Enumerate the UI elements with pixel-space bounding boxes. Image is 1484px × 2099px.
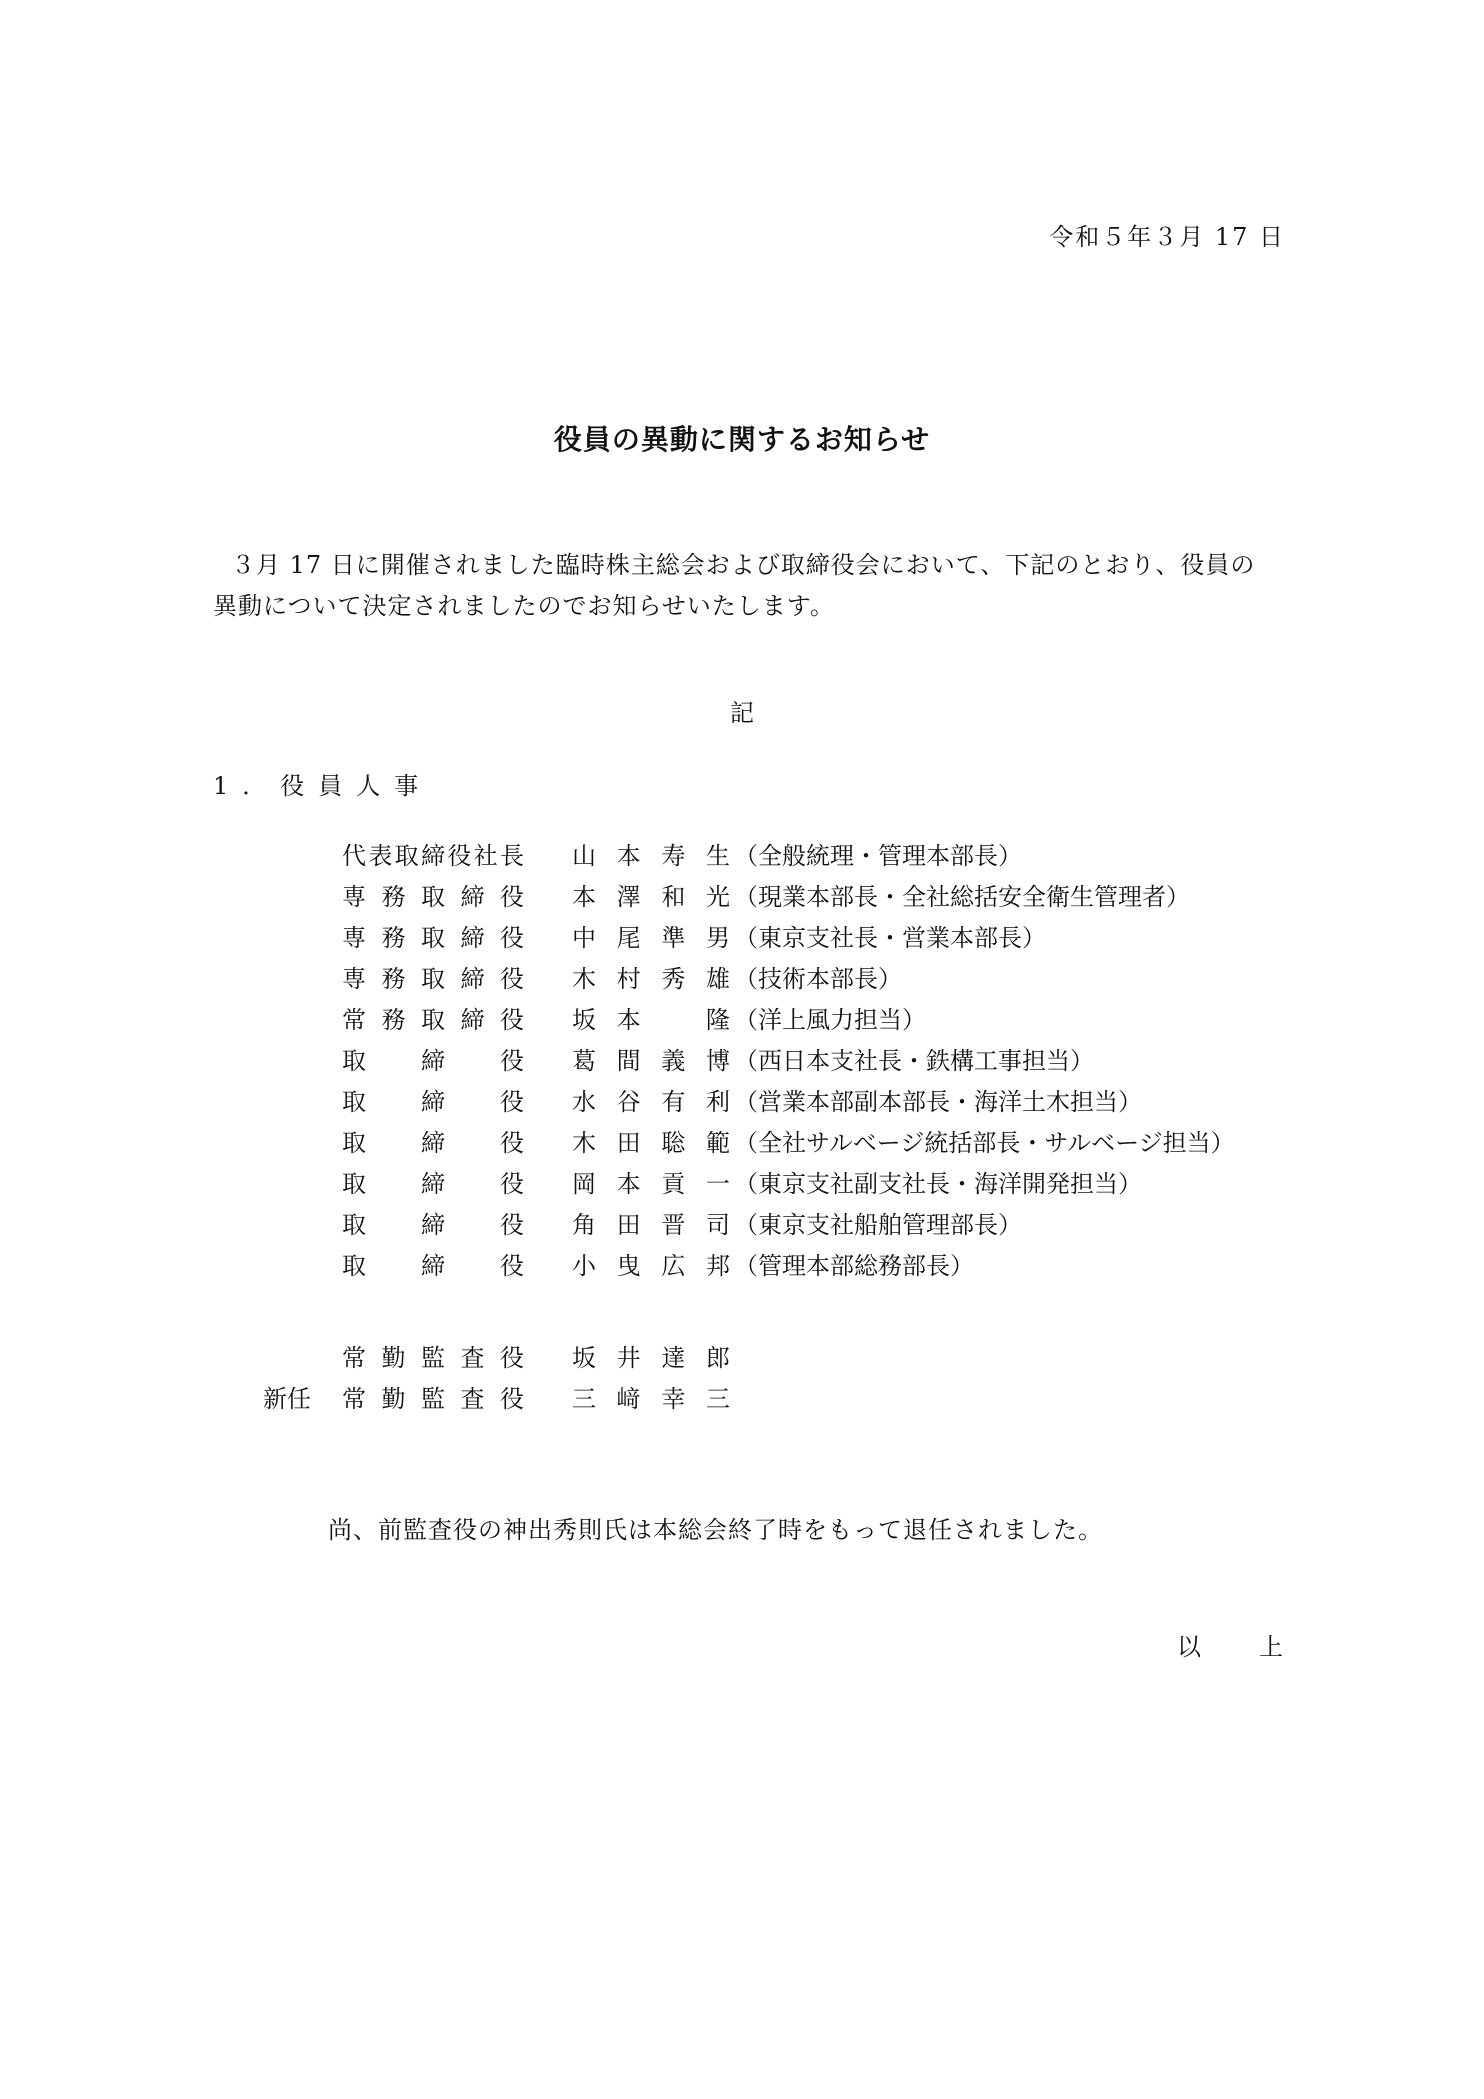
responsibility: （現業本部長・全社総括安全衛生管理者）: [734, 883, 1190, 911]
position-title: 常務取締役: [342, 1006, 524, 1034]
intro-paragraph-line-2: 異動について決定されましたのでお知らせいたします。: [213, 592, 835, 620]
position-title: 取締役: [342, 1170, 524, 1198]
director-row: [0, 877, 1484, 917]
position-title: 代表取締役社長: [342, 842, 524, 870]
director-row: [0, 1041, 1484, 1081]
person-name: 木村秀雄: [572, 965, 730, 993]
person-name: 坂本 隆: [572, 1006, 730, 1034]
position-title: 取締役: [342, 1252, 524, 1280]
responsibility: （全社サルベージ統括部長・サルベージ担当）: [734, 1129, 1235, 1157]
responsibility: （全般統理・管理本部長）: [734, 842, 1022, 870]
director-row: [0, 1205, 1484, 1245]
position-title: 専務取締役: [342, 924, 524, 952]
new-appointment-label: 新任: [263, 1385, 311, 1413]
person-name: 木田聡範: [572, 1129, 730, 1157]
position-title: 取締役: [342, 1129, 524, 1157]
director-row: [0, 1082, 1484, 1122]
document-date: 令和５年３月 17 日: [1049, 223, 1285, 251]
document-title: 役員の異動に関するお知らせ: [553, 423, 931, 456]
responsibility: （東京支社長・営業本部長）: [734, 924, 1046, 952]
person-name: 水谷有利: [572, 1088, 730, 1116]
director-row: [0, 959, 1484, 999]
person-name: 中尾準男: [572, 924, 730, 952]
position-title: 専務取締役: [342, 883, 524, 911]
director-row: [0, 1123, 1484, 1163]
position-title: 常勤監査役: [342, 1344, 524, 1372]
position-title: 取締役: [342, 1047, 524, 1075]
director-row: [0, 1164, 1484, 1204]
position-title: 取締役: [342, 1211, 524, 1239]
auditor-row: [0, 1379, 1484, 1419]
section-heading-executive-personnel: 1．役員人事: [213, 772, 433, 800]
position-title: 取締役: [342, 1088, 524, 1116]
person-name: 三﨑幸三: [572, 1385, 730, 1413]
responsibility: （営業本部副本部長・海洋土木担当）: [734, 1088, 1142, 1116]
director-row: [0, 1246, 1484, 1286]
person-name: 角田晋司: [572, 1211, 730, 1239]
responsibility: （洋上風力担当）: [734, 1006, 926, 1034]
person-name: 葛間義博: [572, 1047, 730, 1075]
intro-paragraph-line-1: ３月 17 日に開催されました臨時株主総会および取締役会において、下記のとおり、役員の: [231, 551, 1256, 579]
closing-mark: 以上: [1177, 1633, 1283, 1661]
director-row: [0, 836, 1484, 876]
footnote: 尚、前監査役の神出秀則氏は本総会終了時をもって退任されました。: [328, 1516, 1103, 1544]
responsibility: （技術本部長）: [734, 965, 902, 993]
responsibility: （東京支社船舶管理部長）: [734, 1211, 1022, 1239]
director-row: [0, 1000, 1484, 1040]
person-name: 坂井達郎: [572, 1344, 730, 1372]
responsibility: （東京支社副支社長・海洋開発担当）: [734, 1170, 1142, 1198]
responsibility: （管理本部総務部長）: [734, 1252, 974, 1280]
auditor-row: [0, 1338, 1484, 1378]
position-title: 専務取締役: [342, 965, 524, 993]
ki-heading: 記: [730, 699, 754, 727]
person-name: 小曳広邦: [572, 1252, 730, 1280]
person-name: 本澤和光: [572, 883, 730, 911]
person-name: 山本寿生: [572, 842, 730, 870]
position-title: 常勤監査役: [342, 1385, 524, 1413]
responsibility: （西日本支社長・鉄構工事担当）: [734, 1047, 1094, 1075]
person-name: 岡本貢一: [572, 1170, 730, 1198]
director-row: [0, 918, 1484, 958]
